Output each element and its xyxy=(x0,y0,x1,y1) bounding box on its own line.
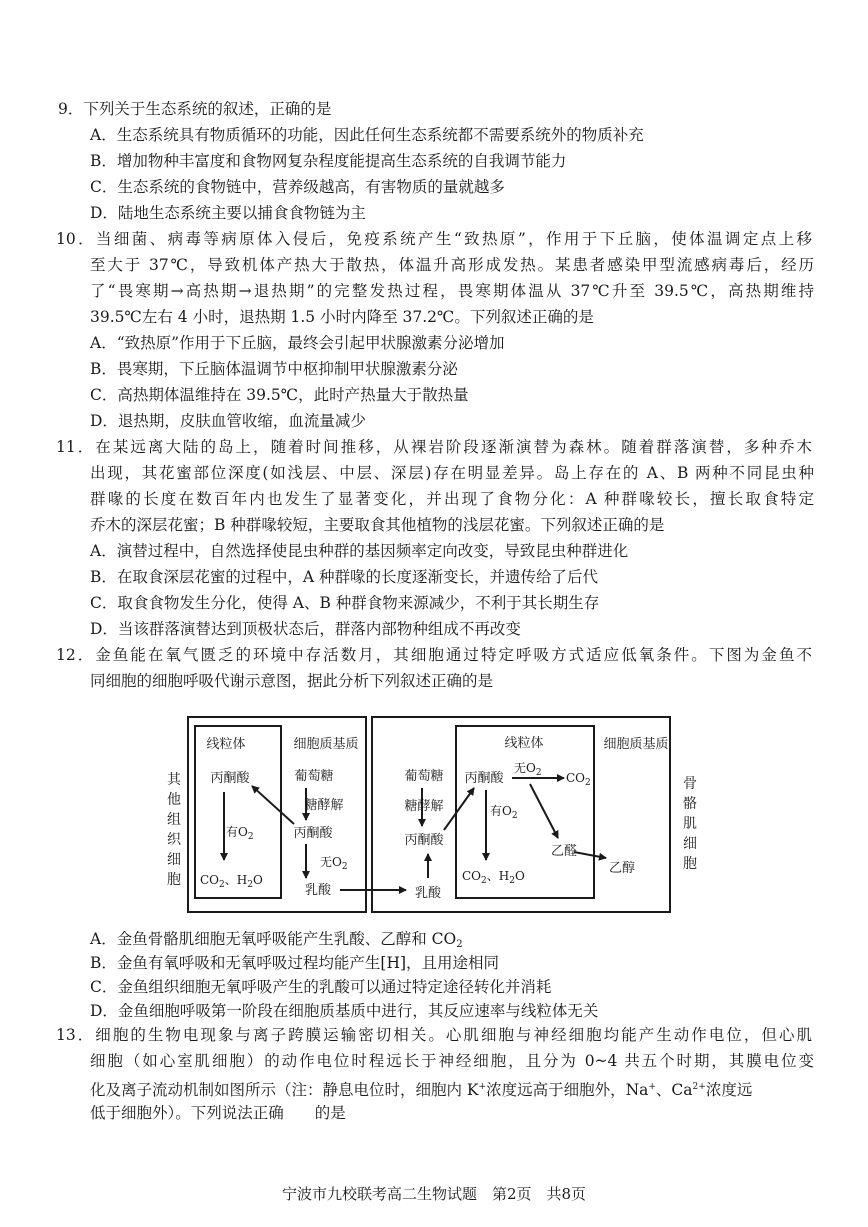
left-lactate: 乳酸 xyxy=(304,883,332,898)
q12-line-1: 12．金鱼能在氧气匮乏的环境中存活数月，其细胞通过特定呼吸方式适应低氧条件。下图为金鱼不 xyxy=(56,646,812,664)
q10-option-d: D．退热期，皮肤血管收缩，血流量减少 xyxy=(90,412,366,430)
svg-text:他: 他 xyxy=(167,792,181,808)
right-glucose: 葡萄糖 xyxy=(404,769,444,784)
left-mito-pyruvate: 丙酮酸 xyxy=(210,771,250,786)
q9-stem: 9．下列关于生态系统的叙述，正确的是 xyxy=(58,100,332,118)
right-co2-h2o: $CO_2$、$H_2O$ xyxy=(462,869,525,886)
q11-line-3: 群喙的长度在数百年内也发生了显著变化，并出现了食物分化：A 种群喙较长，擅长取食特定 xyxy=(90,490,814,508)
right-cyto-pyruvate: 丙酮酸 xyxy=(404,833,444,848)
svg-text:织: 织 xyxy=(167,832,181,848)
q12-line-2: 同细胞的细胞呼吸代谢示意图，据此分析下列叙述正确的是 xyxy=(90,672,494,690)
q11-option-c: C．取食食物发生分化，使得 A、B 种群食物来源减少，不利于其长期生存 xyxy=(90,594,600,612)
q13-line-2: 细胞（如心室肌细胞）的动作电位时程远长于神经细胞，且分为 0~4 共五个时期，其膜电位变 xyxy=(90,1052,814,1070)
q10-option-c: C．高热期体温维持在 39.5℃，此时产热量大于散热量 xyxy=(90,386,469,404)
svg-text:胞: 胞 xyxy=(167,872,181,888)
q11-line-1: 11．在某远离大陆的岛上，随着时间推移，从裸岩阶段逐渐演替为森林。随着群落演替，多种乔木 xyxy=(56,438,812,456)
q12-option-c: C．金鱼组织细胞无氧呼吸产生的乳酸可以通过特定途径转化并消耗 xyxy=(90,978,552,996)
svg-text:其: 其 xyxy=(167,772,181,788)
right-mitochondrion-label: 线粒体 xyxy=(504,736,544,751)
q13-line-3: 化及离子流动机制如图所示（注：静息电位时，细胞内 K+浓度远高于细胞外，Na+、$Ca^{2+}$浓度远 xyxy=(90,1081,753,1099)
q10-option-a: A．“致热原”作用于下丘脑，最终会引起甲状腺激素分泌增加 xyxy=(90,334,505,352)
right-cytoplasm-label: 细胞质基质 xyxy=(603,737,669,752)
q11-option-a: A．演替过程中，自然选择使昆虫种群的基因频率定向改变，导致昆虫种群进化 xyxy=(90,542,629,560)
q13-line-1: 13．细胞的生物电现象与离子跨膜运输密切相关。心肌细胞与神经细胞均能产生动作电位，但心肌 xyxy=(56,1026,812,1044)
other-tissue-cell-label xyxy=(167,772,182,888)
page-footer: 宁波市九校联考高二生物试题 第2页 共8页 xyxy=(281,1185,587,1203)
left-no-o2: 无$O_2$ xyxy=(320,855,348,872)
q11-line-2: 出现，其花蜜部位深度(如浅层、中层、深层)存在明显差异。岛上存在的 A、B 两种不同昆虫种 xyxy=(90,464,814,482)
q10-line-4: 39.5℃左右 4 小时，退热期 1.5 小时内降至 37.2℃。下列叙述正确的是 xyxy=(90,308,594,326)
left-glucose: 葡萄糖 xyxy=(294,769,334,784)
q10-line-3: 了“畏寒期→高热期→退热期”的完整发热过程，畏寒期体温从 37℃升至 39.5℃，高热期维持 xyxy=(90,282,814,300)
right-co2: $CO_2$ xyxy=(566,771,591,788)
right-lactate: 乳酸 xyxy=(414,886,442,901)
q10-line-2: 至大于 37℃，导致机体产热大于散热，体温升高形成发热。某患者感染甲型流感病毒后，经历 xyxy=(90,256,814,274)
q9-option-c: C．生态系统的食物链中，营养级越高，有害物质的量就越多 xyxy=(90,178,505,196)
svg-text:细: 细 xyxy=(683,836,697,852)
right-ethanol: 乙醇 xyxy=(608,861,636,876)
right-glycolysis: 糖酵解 xyxy=(404,799,444,814)
svg-text:骨: 骨 xyxy=(683,776,697,792)
q9-option-b: B．增加物种丰富度和食物网复杂程度能提高生态系统的自我调节能力 xyxy=(90,152,567,170)
left-cyto-pyruvate: 丙酮酸 xyxy=(293,826,333,841)
right-acetaldehyde: 乙醛 xyxy=(550,844,578,859)
svg-text:肌: 肌 xyxy=(683,816,697,832)
q12-option-b: B．金鱼有氧呼吸和无氧呼吸过程均能产生[H]，且用途相同 xyxy=(90,954,500,972)
left-mitochondrion-label: 线粒体 xyxy=(206,737,246,752)
q10-line-1: 10．当细菌、病毒等病原体入侵后，免疫系统产生“致热原”，作用于下丘脑，使体温调定点上移 xyxy=(56,230,812,248)
q9-option-a: A．生态系统具有物质循环的功能，因此任何生态系统都不需要系统外的物质补充 xyxy=(90,126,644,144)
left-with-o2: 有$O_2$ xyxy=(226,825,254,842)
q10-option-b: B．畏寒期，下丘脑体温调节中枢抑制甲状腺激素分泌 xyxy=(90,360,458,378)
q11-option-b: B．在取食深层花蜜的过程中，A 种群喙的长度逐渐变长，并遗传给了后代 xyxy=(90,568,599,586)
svg-text:胞: 胞 xyxy=(683,856,697,872)
left-cytoplasm-label: 细胞质基质 xyxy=(293,737,359,752)
skeletal-muscle-cell-label xyxy=(683,776,697,872)
svg-text:骼: 骼 xyxy=(683,796,697,812)
q11-option-d: D．当该群落演替达到顶极状态后，群落内部物种组成不再改变 xyxy=(90,620,521,638)
q12-option-a: A．金鱼骨骼肌细胞无氧呼吸能产生乳酸、乙醇和 $CO_2$ xyxy=(90,930,463,950)
right-mito-pyruvate: 丙酮酸 xyxy=(464,771,504,786)
left-glycolysis: 糖酵解 xyxy=(304,798,344,813)
svg-text:细: 细 xyxy=(167,852,181,868)
q12-option-d: D．金鱼细胞呼吸第一阶段在细胞质基质中进行，其反应速率与线粒体无关 xyxy=(90,1002,599,1020)
right-no-o2: 无$O_2$ xyxy=(514,761,542,778)
left-co2-h2o: $CO_2$、$H_2O$ xyxy=(200,873,263,890)
svg-text:组: 组 xyxy=(167,812,181,828)
q9-option-d: D．陆地生态系统主要以捕食食物链为主 xyxy=(90,204,366,222)
right-with-o2: 有$O_2$ xyxy=(490,804,518,821)
q13-line-4: 低于细胞外）。下列说法正确 的是 xyxy=(90,1104,346,1122)
q11-line-4: 乔木的深层花蜜；B 种群喙较短，主要取食其他植物的浅层花蜜。下列叙述正确的是 xyxy=(90,516,665,534)
cell-respiration-diagram xyxy=(160,712,720,917)
